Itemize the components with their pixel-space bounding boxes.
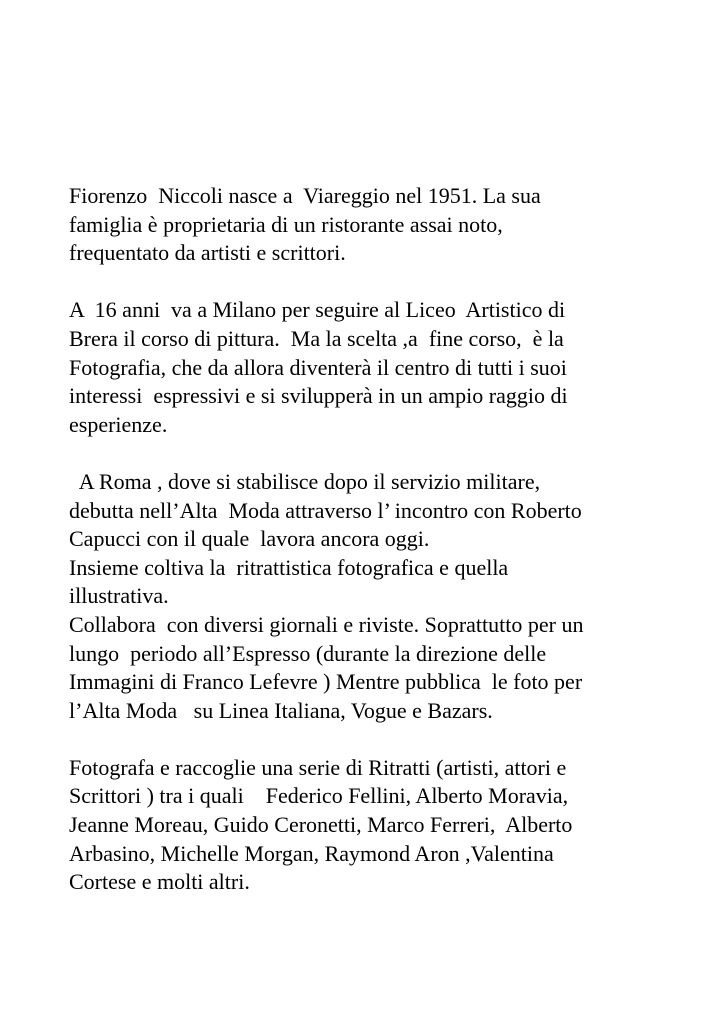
text-line: frequentato da artisti e scrittori. bbox=[69, 240, 346, 266]
paragraph-birth bbox=[69, 182, 709, 268]
text-line: illustrativa. bbox=[69, 583, 169, 609]
text-line: Fotografia, che da allora diventerà il centro di tutti i suoi bbox=[69, 354, 567, 380]
text-line: Fiorenzo Niccoli nasce a Viareggio nel 1951. La sua bbox=[69, 183, 541, 208]
text-line: Scrittori ) tra i quali Federico Fellini, Alberto Moravia, bbox=[69, 783, 569, 809]
text-line: Cortese e molti altri. bbox=[69, 869, 250, 895]
text-line: A Roma , dove si stabilisce dopo il servizio militare, bbox=[69, 468, 541, 494]
text-line: Immagini di Franco Lefevre ) Mentre pubblica le foto per bbox=[69, 669, 583, 695]
text-line: esperienze. bbox=[69, 411, 168, 437]
paragraph-portraits bbox=[69, 754, 709, 897]
document-page bbox=[69, 182, 709, 925]
paragraph-milan bbox=[69, 296, 709, 439]
text-line: Fotografa e raccoglie una serie di Ritratti (artisti, attori e bbox=[69, 754, 567, 780]
text-line: l’Alta Moda su Linea Italiana, Vogue e Bazars. bbox=[69, 697, 493, 723]
text-line: Brera il corso di pittura. Ma la scelta ,a fine corso, è la bbox=[69, 325, 564, 351]
text-line: Jeanne Moreau, Guido Ceronetti, Marco Ferreri, Alberto bbox=[69, 812, 573, 838]
text-line: A 16 anni va a Milano per seguire al Liceo Artistico di bbox=[69, 297, 566, 323]
text-line: Collabora con diversi giornali e riviste. Soprattutto per un bbox=[69, 611, 584, 637]
text-line: famiglia è proprietaria di un ristorante assai noto, bbox=[69, 211, 503, 237]
text-line: interessi espressivi e si svilupperà in un ampio raggio di bbox=[69, 383, 568, 409]
text-line: lungo periodo all’Espresso (durante la direzione delle bbox=[69, 640, 547, 666]
text-line: Insieme coltiva la ritrattistica fotografica e quella bbox=[69, 554, 509, 580]
text-line: debutta nell’Alta Moda attraverso l’ incontro con Roberto bbox=[69, 497, 582, 523]
paragraph-rome bbox=[69, 468, 709, 725]
text-line: Arbasino, Michelle Morgan, Raymond Aron ,Valentina bbox=[69, 840, 554, 866]
text-line: Capucci con il quale lavora ancora oggi. bbox=[69, 526, 430, 552]
